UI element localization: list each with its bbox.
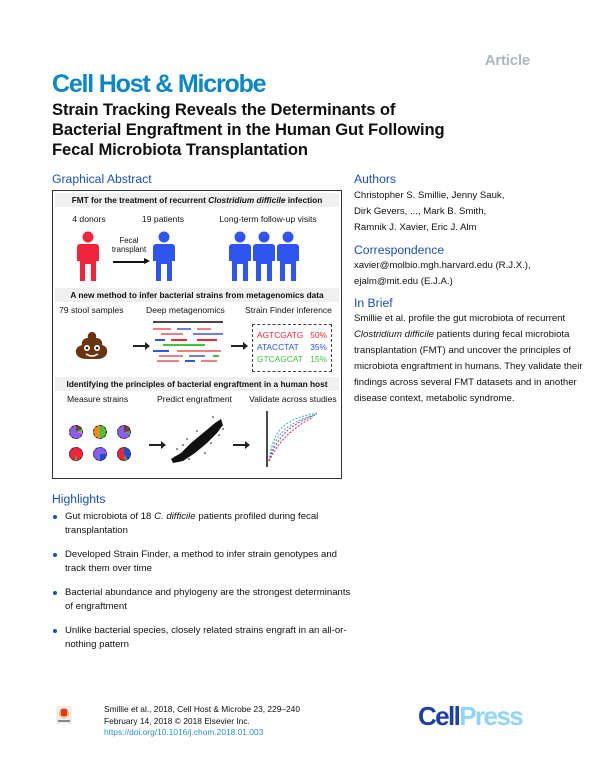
stool-icon	[75, 331, 109, 361]
authors-list	[354, 188, 504, 236]
email-link[interactable]: xavier@molbio.mgh.harvard.edu (R.J.X.),	[354, 260, 531, 271]
correspondence-heading: Correspondence	[354, 243, 445, 257]
validate-label: Validate across studies	[249, 394, 337, 404]
arrow-icon	[233, 444, 247, 446]
crossmark-icon[interactable]	[56, 706, 72, 724]
strain-row: AGTCGATG 50%	[257, 330, 327, 340]
graphical-abstract-heading: Graphical Abstract	[52, 172, 152, 186]
bullet-icon	[53, 515, 57, 519]
followup-person-icon	[277, 231, 299, 281]
fecal-transplant-label: Fecal transplant	[111, 236, 147, 254]
panel-method-title: A new method to infer bacterial strains from metagenomics data	[55, 288, 339, 302]
author-line: Christopher S. Smillie, Jenny Sauk,	[354, 190, 505, 201]
measure-strains-label: Measure strains	[67, 394, 129, 404]
authors-heading: Authors	[354, 172, 397, 186]
highlight-item: Bacterial abundance and phylogeny are the strongest determinants of engraftment	[52, 586, 352, 614]
validation-curves-icon	[265, 409, 325, 469]
email-link[interactable]: ejalm@mit.edu (E.J.A.)	[354, 276, 453, 287]
transplant-arrow	[113, 261, 147, 263]
cellpress-logo: CellPress	[418, 701, 523, 731]
bullet-icon	[53, 553, 57, 557]
arrow-icon	[231, 345, 245, 347]
highlight-item: Gut microbiota of 18 C. difficile patients profiled during fecal transplantation	[52, 510, 352, 538]
strain-inference-box	[252, 324, 332, 372]
in-brief-text: Smillie et al. profile the gut microbiota of recurrent Clostridium difficile patients during fecal microbiota transplantation (FMT) and uncover the principles of microbiota engraftment in humans. They validate their findings across several FMT datasets and in another disease context, metabolic syndrome.	[354, 313, 583, 404]
citation-line: Smillie et al., 2018, Cell Host & Microbe 23, 229–240	[104, 704, 300, 714]
title-line: Strain Tracking Reveals the Determinants of	[52, 100, 396, 119]
paper-title	[52, 100, 492, 160]
journal-name: Cell Host & Microbe	[52, 70, 266, 98]
title-line: Fecal Microbiota Transplantation	[52, 140, 308, 159]
bullet-icon	[53, 629, 57, 633]
doi-link[interactable]: https://doi.org/10.1016/j.chom.2018.01.003	[104, 727, 264, 737]
strain-finder-label: Strain Finder inference	[245, 305, 332, 315]
correspondence-emails	[354, 258, 531, 290]
scatter-plot-icon	[167, 413, 227, 465]
highlight-item: Developed Strain Finder, a method to infer strain genotypes and track them over time	[52, 548, 352, 576]
followup-person-icon	[229, 231, 251, 281]
patient-person-icon	[153, 231, 175, 281]
bullet-icon	[53, 591, 57, 595]
deep-metagenomics-label: Deep metagenomics	[146, 305, 225, 315]
predict-engraftment-label: Predict engraftment	[157, 394, 232, 404]
author-line: Dirk Gevers, ..., Mark B. Smith,	[354, 206, 487, 217]
followup-label: Long-term follow-up visits	[219, 214, 317, 224]
donor-person-icon	[77, 231, 99, 281]
date-copyright: February 14, 2018 © 2018 Elsevier Inc.	[104, 715, 250, 726]
panel-fmt-title: FMT for the treatment of recurrent Clostridium difficile infection	[55, 193, 339, 207]
patients-label: 19 patients	[141, 214, 185, 224]
followup-person-icon	[253, 231, 275, 281]
arrow-icon	[149, 444, 163, 446]
title-line: Bacterial Engraftment in the Human Gut Following	[52, 120, 445, 139]
citation-block	[104, 704, 300, 739]
donors-label: 4 donors	[72, 214, 106, 224]
panel-principles-title: Identifying the principles of bacterial engraftment in a human host	[55, 377, 339, 391]
highlights-list	[52, 510, 352, 662]
article-type-label: Article	[484, 52, 530, 69]
highlights-heading: Highlights	[52, 492, 106, 506]
strain-row: ATACCTAT 35%	[257, 342, 327, 352]
stool-samples-label: 79 stool samples	[59, 305, 124, 315]
in-brief-heading: In Brief	[354, 296, 393, 310]
graphical-abstract	[52, 190, 342, 479]
highlight-item: Unlike bacterial species, closely related strains engraft in an all-or-nothing pattern	[52, 624, 352, 652]
author-line: Ramnik J. Xavier, Eric J. Alm	[354, 222, 477, 233]
strain-row: GTCAGCAT 15%	[257, 354, 327, 364]
arrow-icon	[133, 345, 147, 347]
